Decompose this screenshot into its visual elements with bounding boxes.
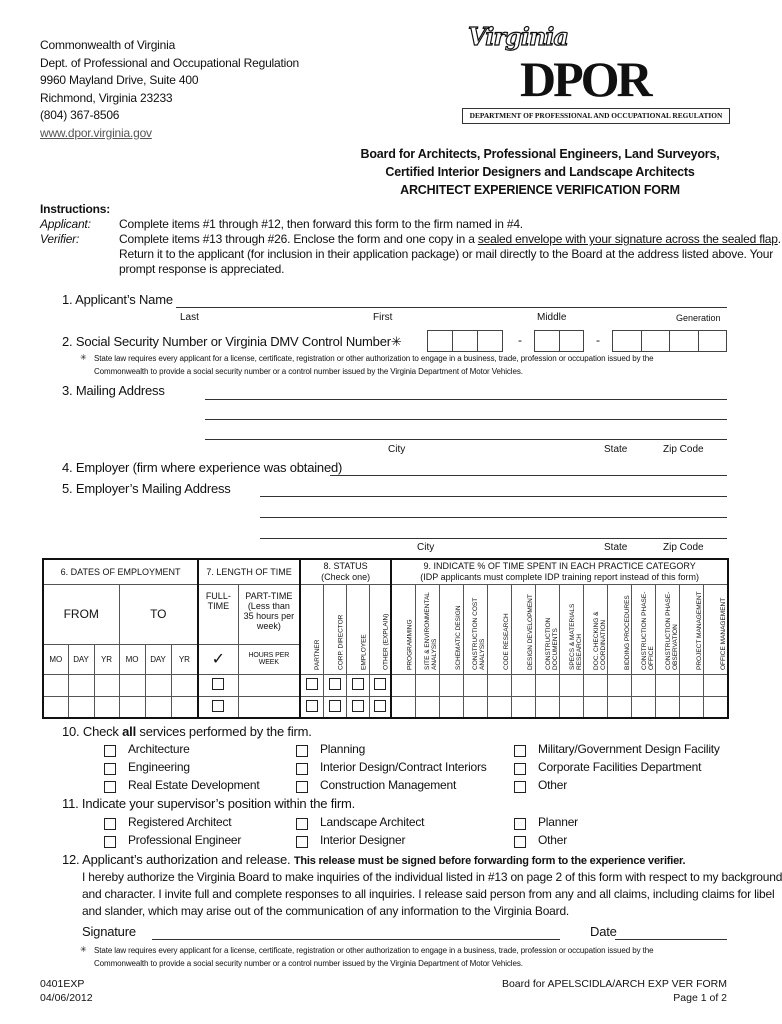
mailing-address-label: 3. Mailing Address (62, 383, 165, 398)
entry-cell[interactable] (94, 674, 119, 696)
entry-cell[interactable] (171, 696, 198, 718)
entry-cell[interactable] (43, 674, 68, 696)
dates-header: 6. DATES OF EMPLOYMENT (43, 559, 198, 584)
signature-label: Signature (82, 924, 136, 939)
board-address (40, 37, 299, 142)
service-checkbox[interactable] (104, 745, 116, 757)
entry-cell[interactable] (415, 674, 439, 696)
practice-column-header: PROJECT MANAGEMENT (680, 584, 704, 674)
fulltime-header: FULL-TIME (198, 584, 238, 644)
practice-column-header: CONSTRUCTION COST ANALYSIS (463, 584, 487, 674)
supervisor-label: 11. Indicate your supervisor’s position within the firm. (62, 796, 355, 811)
entry-cell[interactable] (536, 696, 560, 718)
entry-cell[interactable] (415, 696, 439, 718)
text: (IDP applicants must complete IDP training report instead of this form) (420, 571, 700, 582)
entry-cell[interactable] (680, 696, 704, 718)
checkbox-cell[interactable] (369, 696, 391, 718)
status-column-header: EMPLOYEE (346, 584, 369, 674)
form-title (340, 145, 740, 199)
to-month-header: MO (119, 644, 145, 674)
entry-cell[interactable] (704, 674, 728, 696)
employer-address-line1[interactable] (260, 496, 727, 497)
logo-script: Virginia (468, 22, 568, 51)
release-label (62, 852, 685, 867)
checkbox[interactable] (212, 700, 224, 712)
entry-cell[interactable] (463, 696, 487, 718)
checkbox[interactable] (374, 678, 386, 690)
checkbox-cell[interactable] (323, 696, 346, 718)
practice-column-header: OFFICE MANAGEMENT (704, 584, 728, 674)
entry-cell[interactable] (487, 696, 511, 718)
mailing-address-line2[interactable] (205, 419, 727, 420)
checkbox[interactable] (329, 678, 341, 690)
practice-column-header: SPECS & MATERIALS RESEARCH (560, 584, 584, 674)
text: prompt response is appreciated. (119, 262, 285, 276)
checkbox-cell[interactable] (346, 674, 369, 696)
applicant-label: Applicant: (40, 217, 91, 231)
text: 12. Applicant’s authorization and release. (62, 852, 291, 867)
service-option-label: Planning (320, 742, 366, 756)
sealed-envelope-text: sealed envelope with your signature across the sealed flap (477, 232, 778, 246)
checkbox-cell[interactable] (300, 674, 323, 696)
entry-cell[interactable] (560, 674, 584, 696)
service-checkbox[interactable] (296, 763, 308, 775)
entry-cell[interactable] (656, 674, 680, 696)
service-checkbox[interactable] (104, 763, 116, 775)
status-column-header: PARTNER (300, 584, 323, 674)
form-code: 0401EXP (40, 978, 85, 990)
service-option-label: Real Estate Development (128, 778, 260, 792)
service-checkbox[interactable] (514, 745, 526, 757)
entry-cell[interactable] (145, 674, 171, 696)
first-label: First (373, 312, 393, 323)
entry-cell[interactable] (536, 674, 560, 696)
checkbox-cell[interactable] (346, 696, 369, 718)
service-checkbox[interactable] (296, 781, 308, 793)
text: 8. STATUS (323, 560, 368, 571)
title-line: Board for Architects, Professional Engineers, Land Surveyors, (360, 147, 720, 161)
text: State law requires every applicant for a license, certificate, registration or other authorization to engage in a business, trade, profession or occupation issued by the (94, 946, 654, 955)
supervisor-option-label: Landscape Architect (320, 815, 425, 829)
state-label: State (604, 444, 628, 455)
employer-address-label: 5. Employer’s Mailing Address (62, 481, 231, 496)
entry-cell[interactable] (391, 696, 415, 718)
release-text (82, 869, 782, 920)
entry-cell[interactable] (608, 674, 632, 696)
text: State law requires every applicant for a license, certificate, registration or other authorization to engage in a business, trade, profession or occupation issued by the (94, 354, 654, 363)
checkbox-cell[interactable] (198, 674, 238, 696)
logo-letters: DPOR (520, 51, 650, 107)
mailing-address-line3[interactable] (205, 439, 727, 440)
checkbox-cell[interactable] (300, 696, 323, 718)
supervisor-checkbox[interactable] (104, 818, 116, 830)
text: (Check one) (321, 571, 371, 582)
ssn-field-part1[interactable] (427, 330, 503, 352)
title-line: Certified Interior Designers and Landscape Architects (385, 165, 695, 179)
entry-cell[interactable] (584, 674, 608, 696)
practice-column-header: DOC. CHECKING & COORDINATION (584, 584, 608, 674)
city-label: City (388, 444, 406, 455)
length-header: 7. LENGTH OF TIME (198, 559, 300, 584)
employer-address-line3[interactable] (260, 538, 727, 539)
service-option-label: Architecture (128, 742, 190, 756)
service-option-label: Military/Government Design Facility (538, 742, 720, 756)
ssn-field-part2[interactable] (534, 330, 584, 352)
entry-cell[interactable] (391, 674, 415, 696)
text: Complete items #13 through #26. Enclose the form and one copy in a (119, 232, 478, 246)
text: Commonwealth to provide a social security number or a control number issued by the Virginia Department of Motor Vehicles. (94, 958, 523, 968)
status-header (300, 559, 391, 584)
hours-per-week-header: HOURS PER WEEK (238, 644, 300, 674)
employer-address-line2[interactable] (260, 517, 727, 518)
checkbox-cell[interactable] (323, 674, 346, 696)
form-date: 04/06/2012 (40, 992, 93, 1004)
text: 9. INDICATE % OF TIME SPENT IN EACH PRACTICE CATEGORY (423, 560, 696, 571)
dash: - (518, 333, 522, 347)
services-label (62, 724, 312, 739)
service-option-label: Interior Design/Contract Interiors (320, 760, 487, 774)
page-number: Page 1 of 2 (673, 992, 727, 1004)
address-line: (804) 367-8506 (40, 108, 120, 122)
from-year-header: YR (94, 644, 119, 674)
entry-cell[interactable] (608, 696, 632, 718)
address-line: 9960 Mayland Drive, Suite 400 (40, 73, 199, 87)
service-option-label: Other (538, 778, 568, 792)
entry-cell[interactable] (632, 696, 656, 718)
entry-cell[interactable] (68, 674, 94, 696)
zip-label: Zip Code (663, 542, 704, 553)
asterisk-icon: ✳ (80, 353, 87, 362)
entry-cell[interactable] (680, 674, 704, 696)
entry-cell[interactable] (238, 696, 300, 718)
date-field[interactable] (615, 939, 727, 940)
release-note: This release must be signed before forwarding form to the experience verifier. (293, 855, 686, 867)
checkbox[interactable] (212, 678, 224, 690)
service-checkbox[interactable] (514, 763, 526, 775)
employer-label: 4. Employer (firm where experience was obtained) (62, 460, 343, 475)
entry-cell[interactable] (463, 674, 487, 696)
entry-cell[interactable] (171, 674, 198, 696)
entry-cell[interactable] (511, 696, 535, 718)
text: 10. Check (62, 724, 123, 739)
status-column-header: CORP. DIRECTOR (323, 584, 346, 674)
verifier-label: Verifier: (40, 232, 80, 246)
footer-left (40, 977, 93, 1005)
supervisor-option-label: Registered Architect (128, 815, 232, 829)
to-day-header: DAY (145, 644, 171, 674)
service-checkbox[interactable] (104, 781, 116, 793)
ssn-footnote (94, 353, 653, 378)
table-row (43, 696, 728, 718)
entry-cell[interactable] (584, 696, 608, 718)
text: all (122, 724, 137, 739)
ssn-field-part3[interactable] (612, 330, 727, 352)
footer-right (502, 977, 727, 1005)
supervisor-checkbox[interactable] (296, 836, 308, 848)
entry-cell[interactable] (439, 674, 463, 696)
entry-cell[interactable] (94, 696, 119, 718)
service-checkbox[interactable] (514, 781, 526, 793)
entry-cell[interactable] (511, 674, 535, 696)
checkbox[interactable] (374, 700, 386, 712)
address-line: Richmond, Virginia 23233 (40, 90, 173, 105)
release-footnote (94, 945, 653, 970)
applicant-name-label: 1. Applicant’s Name (62, 292, 173, 307)
checkbox[interactable] (306, 700, 318, 712)
employer-field[interactable] (330, 475, 727, 476)
checkbox[interactable] (306, 678, 318, 690)
entry-cell[interactable] (560, 696, 584, 718)
entry-cell[interactable] (68, 696, 94, 718)
entry-cell[interactable] (238, 674, 300, 696)
text: . (777, 232, 781, 246)
supervisor-option-label: Professional Engineer (128, 833, 242, 847)
to-header: TO (119, 584, 198, 644)
from-month-header: MO (43, 644, 68, 674)
logo-banner: DEPARTMENT OF PROFESSIONAL AND OCCUPATIONAL REGULATION (462, 108, 730, 124)
entry-cell[interactable] (656, 696, 680, 718)
city-label: City (417, 542, 435, 553)
entry-cell[interactable] (119, 696, 145, 718)
service-option-label: Engineering (128, 760, 190, 774)
state-label: State (604, 542, 628, 553)
entry-cell[interactable] (704, 696, 728, 718)
checkbox-cell[interactable] (198, 696, 238, 718)
entry-cell[interactable] (43, 696, 68, 718)
checkbox[interactable] (329, 700, 341, 712)
signature-field[interactable] (152, 939, 560, 940)
asterisk-icon: ✳ (80, 945, 87, 954)
practice-column-header: BIDDING PROCEDURES (608, 584, 632, 674)
entry-cell[interactable] (632, 674, 656, 696)
supervisor-option-label: Planner (538, 815, 578, 829)
checkbox-cell[interactable] (369, 674, 391, 696)
practice-column-header: CONSTRUCTION PHASE-OBSERVATION (656, 584, 680, 674)
last-label: Last (180, 312, 199, 323)
table-row (43, 674, 728, 696)
checkmark-icon: ✓ (198, 644, 238, 674)
status-column-header: OTHER (EXPLAIN) (369, 584, 391, 674)
middle-label: Middle (537, 312, 567, 323)
text: and slander, which may arise out of the communication of any information to the Virginia Board. (82, 904, 570, 918)
practice-column-header: DESIGN DEVELOPMENT (511, 584, 535, 674)
applicant-name-field[interactable] (176, 307, 727, 308)
parttime-header: PART-TIME (Less than 35 hours per week) (238, 584, 300, 644)
practice-header (391, 559, 728, 584)
zip-label: Zip Code (663, 444, 704, 455)
title-line: ARCHITECT EXPERIENCE VERIFICATION FORM (400, 183, 680, 197)
address-line: Commonwealth of Virginia (40, 38, 176, 52)
entry-cell[interactable] (145, 696, 171, 718)
website-link[interactable]: www.dpor.virginia.gov (40, 125, 152, 140)
date-label: Date (590, 924, 617, 939)
form-name: Board for APELSCIDLA/ARCH EXP VER FORM (501, 978, 727, 990)
instructions-heading: Instructions: (40, 202, 111, 216)
text: and character. I invite full and complete responses to all inquiries. I release said person from any and all claims, including claims for libel (82, 887, 775, 901)
text: I hereby authorize the Virginia Board to make inquiries of the individual listed in #13 on page 2 of this form with respect to my background (82, 870, 782, 884)
practice-column-header: PROGRAMMING (391, 584, 415, 674)
applicant-instructions: Complete items #1 through #12, then forward this form to the firm named in #4. (119, 217, 523, 231)
entry-cell[interactable] (439, 696, 463, 718)
supervisor-checkbox[interactable] (104, 836, 116, 848)
supervisor-checkbox[interactable] (514, 818, 526, 830)
entry-cell[interactable] (487, 674, 511, 696)
employment-table (42, 558, 729, 719)
address-line: Dept. of Professional and Occupational Regulation (40, 55, 300, 70)
mailing-address-line1[interactable] (205, 399, 727, 400)
dash: - (596, 333, 600, 347)
supervisor-option-label: Interior Designer (320, 833, 406, 847)
service-option-label: Construction Management (320, 778, 457, 792)
supervisor-checkbox[interactable] (296, 818, 308, 830)
practice-column-header: CODE RESEARCH (487, 584, 511, 674)
ssn-label: 2. Social Security Number or Virginia DMV Control Number✳ (62, 334, 402, 349)
supervisor-option-label: Other (538, 833, 568, 847)
text: Return it to the applicant (for inclusion in their application package) or mail directly to the Board at the address listed above. Your (119, 247, 774, 261)
text: Commonwealth to provide a social security number or a control number issued by the Virginia Department of Motor Vehicles. (94, 366, 523, 376)
checkbox[interactable] (352, 678, 364, 690)
to-year-header: YR (171, 644, 198, 674)
from-day-header: DAY (68, 644, 94, 674)
text: services performed by the firm. (136, 724, 312, 739)
service-option-label: Corporate Facilities Department (538, 760, 702, 774)
supervisor-checkbox[interactable] (514, 836, 526, 848)
practice-column-header: SITE & ENVIRONMENTAL ANALYSIS (415, 584, 439, 674)
practice-column-header: CONSTRUCTION DOCUMENTS (536, 584, 560, 674)
practice-column-header: SCHEMATIC DESIGN (439, 584, 463, 674)
entry-cell[interactable] (119, 674, 145, 696)
generation-label: Generation (676, 313, 721, 323)
checkbox[interactable] (352, 700, 364, 712)
from-header: FROM (43, 584, 119, 644)
verifier-instructions (119, 232, 781, 277)
practice-column-header: CONSTRUCTION PHASE-OFFICE (632, 584, 656, 674)
service-checkbox[interactable] (296, 745, 308, 757)
